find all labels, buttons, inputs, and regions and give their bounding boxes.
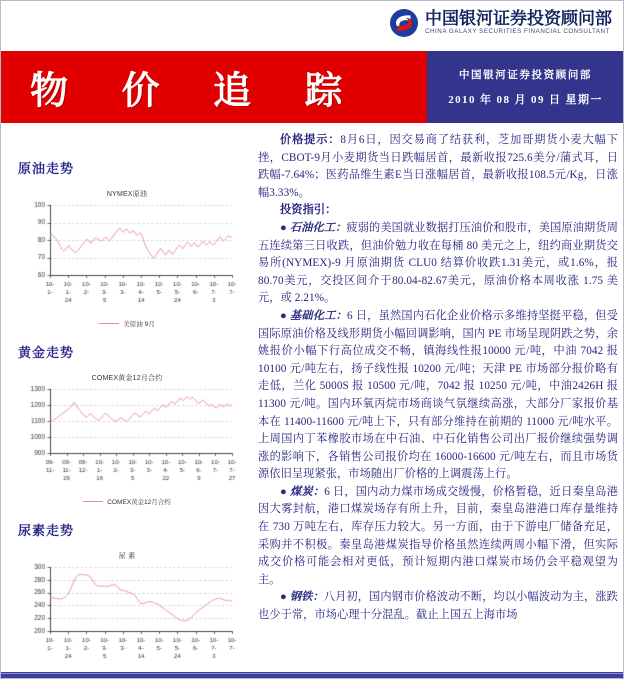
company-logo <box>389 8 612 38</box>
chart-title-crude-oil: NYMEX原油 <box>106 191 148 198</box>
paragraph-basic-chemicals <box>258 308 618 484</box>
chart-legend-crude-oil <box>0 319 254 328</box>
paragraph-lead-price-alert: 价格提示： <box>280 134 341 146</box>
paragraph-body-coal: 6 日，国内动力煤市场成交缓慢，价格暂稳，近日秦皇岛港因大雾封航，港口煤炭场存有所上升，目前，秦皇岛港港口库存量维持在 730 万吨左右，库存压力较大。另一方面，由于下游电厂储备充足，采购并不积极。秦皇岛港煤炭指导价格虽然连续两周小幅下滑，但实际成交价格可能会相对更低，预计短期内港口煤炭市场仍会平稳观望为主。 <box>258 485 618 586</box>
legend-label-gold: COMEX黄金12月合约 <box>107 499 171 506</box>
banner-red-panel <box>0 51 427 123</box>
paragraph-body-price-alert: 8月6日，因交易商了结获利，芝加哥期货小麦大幅下挫，CBOT-9月小麦期货当日跌幅居首，最新收报725.6美分/蒲式耳，日跌幅-7.64%；医药品维生素E当日涨幅居首，最新收报108.5元/Kg，日涨幅3.33%。 <box>258 134 618 199</box>
paragraph-petrochemical <box>258 220 618 308</box>
chart-block-gold <box>0 342 254 506</box>
chart-canvas-urea <box>12 561 242 673</box>
paragraph-investment-guide-heading <box>258 202 618 220</box>
paragraph-body-petrochemical: 疲弱的美国就业数据打压油价和股市，美国原油期货周五连续第三日收跌，但油价勉力收在每桶 80 美元之上，纽约商业期货交易所(NYMEX)-9 月原油期货 CLU0 结算价收跌1.31美元，或1.6%，报80.70美元，交投区间介于80.04-82.67美元，原油价格本周收涨 1.75 美元，或 2.21%。 <box>258 221 618 305</box>
paragraph-body-basic-chemicals: 6 日，虽然国内石化企业价格示多维持坚挺平稳，但受国际原油价格及线形期货小幅回调影响，国内 PE 市场呈现阴跌之势，余姚报价小幅下行高位成交不畅，镇海线性报10000 元/吨，中油 7042 报 10100 元/吨左右，扬子线性报 10200 元/吨；天津 PE 市场部分报价略有走低，兰化 5000S 报 10500 元/吨，7042 报 10250 元/吨，中油2426H 报 11300 元/吨。国内环氧丙烷市场商谈气氛继续高涨，大部分厂家报价基本在 11400-11600 元/吨上下，只有部分维持在前期的 11000 元/吨水平。上周国内丁苯橡胶市场在中石油、中石化销售公司出厂报价继续强势调涨的影响下，各销售公司报价均在 16000-16600 元/吨左右，而且市场货源依旧呈现紧张，市场随出厂价格的上调震荡上行。 <box>258 309 618 481</box>
paragraph-coal <box>258 484 618 590</box>
paragraph-lead-investment-guide: 投资指引： <box>280 204 337 217</box>
paragraph-topic-coal: 煤炭： <box>290 485 325 498</box>
chart-block-crude-oil <box>0 158 254 328</box>
chart-title-urea: 尿 素 <box>118 553 136 560</box>
bullet-icon: ● <box>280 485 290 498</box>
banner-date: 2010 年 08 月 09 日 星期一 <box>448 94 603 106</box>
section-heading-urea: 尿素走势 <box>18 523 75 538</box>
legend-label-crude-oil: 美原油 9月 <box>123 321 155 328</box>
paragraph-body-steel: 八月初，国内钢市价格波动不断，均以小幅波动为主，涨跌也少于常，市场心理十分混乱。截止上国五上海市场 <box>258 591 618 622</box>
paragraph-steel <box>258 589 618 624</box>
section-heading-gold: 黄金走势 <box>18 345 75 360</box>
banner-underline <box>0 124 624 126</box>
chart-canvas-crude-oil <box>12 199 242 317</box>
commentary-column <box>258 132 618 672</box>
paragraph-topic-basic-chemicals: 基础化工： <box>290 309 348 322</box>
chart-legend-gold <box>0 497 254 506</box>
chart-block-urea <box>0 520 254 673</box>
paragraph-topic-petrochemical: 石油化工： <box>289 221 347 234</box>
logo-company-name-cn: 中国银河证券投资顾问部 <box>425 9 612 29</box>
paragraph-price-alert <box>258 132 618 202</box>
bullet-icon: ● <box>280 309 290 322</box>
banner-department: 中国银河证券投资顾问部 <box>458 70 593 81</box>
section-heading-crude-oil: 原油走势 <box>18 161 75 176</box>
footer-strip-highlight <box>0 673 624 674</box>
page-title: 物 价 追 踪 <box>30 70 365 113</box>
legend-swatch-icon <box>83 501 103 502</box>
logo-company-name-en: CHINA GALAXY SECURITIES FINANCIAL CONSULTANT <box>425 28 610 36</box>
galaxy-swirl-logo-icon <box>389 8 419 38</box>
logo-bar <box>0 0 624 50</box>
chart-title-gold: COMEX黄金12月合约 <box>91 375 163 382</box>
title-banner <box>0 51 624 123</box>
chart-canvas-gold <box>12 383 242 495</box>
bullet-icon: ● <box>280 221 290 234</box>
bullet-icon: ● <box>280 591 290 604</box>
banner-blue-panel <box>427 51 624 123</box>
legend-swatch-icon <box>99 323 119 324</box>
paragraph-topic-steel: 钢铁： <box>289 591 324 604</box>
charts-column <box>0 130 254 675</box>
